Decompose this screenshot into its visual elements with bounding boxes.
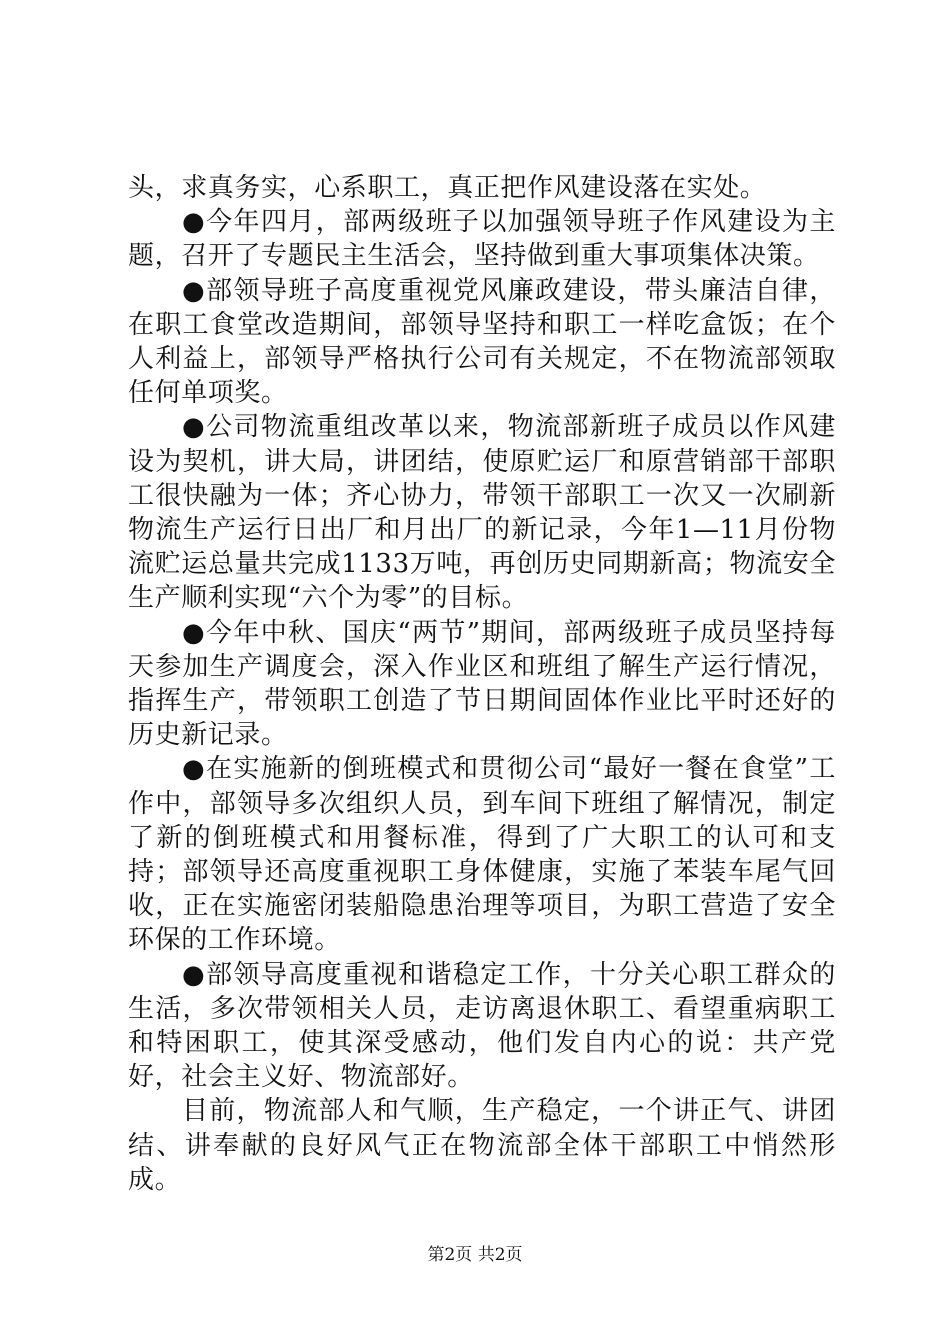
paragraph-integrity: ●部领导班子高度重视党风廉政建设，带头廉洁自律，在职工食堂改造期间，部领导坚持和职工一样吃盒饭；在个人利益上，部领导严格执行公司有关规定，不在物流部领取任何单项奖。 — [128, 275, 836, 409]
paragraph-harmony: ●部领导高度重视和谐稳定工作，十分关心职工群众的生活，多次带领相关人员，走访离退休职工、看望重病职工和特困职工，使其深受感动，他们发自内心的说：共产党好，社会主义好、物流部好。 — [128, 959, 836, 1093]
document-body — [128, 171, 836, 1197]
paragraph-reorganization: ●公司物流重组改革以来，物流部新班子成员以作风建设为契机，讲大局，讲团结，使原贮运厂和原营销部干部职工很快融为一体；齐心协力，带领干部职工一次又一次刷新物流生产运行日出厂和月出厂的新记录，今年1—11月份物流贮运总量共完成1133万吨，再创历史同期新高；物流安全生产顺利实现“六个为零”的目标。 — [128, 412, 836, 614]
page-number-footer: 第2页 共2页 — [427, 1245, 523, 1265]
paragraph-april-meeting: ●今年四月，部两级班子以加强领导班子作风建设为主题，召开了专题民主生活会，坚持做到重大事项集体决策。 — [128, 207, 836, 272]
paragraph-conclusion: 目前，物流部人和气顺，生产稳定，一个讲正气、讲团结、讲奉献的良好风气正在物流部全体干部职工中悄然形成。 — [128, 1096, 836, 1195]
paragraph-holidays: ●今年中秋、国庆“两节”期间，部两级班子成员坚持每天参加生产调度会，深入作业区和班组了解生产运行情况，指挥生产，带领职工创造了节日期间固体作业比平时还好的历史新记录。 — [128, 617, 836, 751]
paragraph-continuation: 头，求真务实，心系职工，真正把作风建设落在实处。 — [128, 173, 767, 203]
paragraph-shift-model: ●在实施新的倒班模式和贯彻公司“最好一餐在食堂”工作中，部领导多次组织人员，到车间下班组了解情况，制定了新的倒班模式和用餐标准，得到了广大职工的认可和支持；部领导还高度重视职工身体健康，实施了苯装车尾气回收，正在实施密闭装船隐患治理等项目，为职工营造了安全环保的工作环境。 — [128, 754, 836, 956]
